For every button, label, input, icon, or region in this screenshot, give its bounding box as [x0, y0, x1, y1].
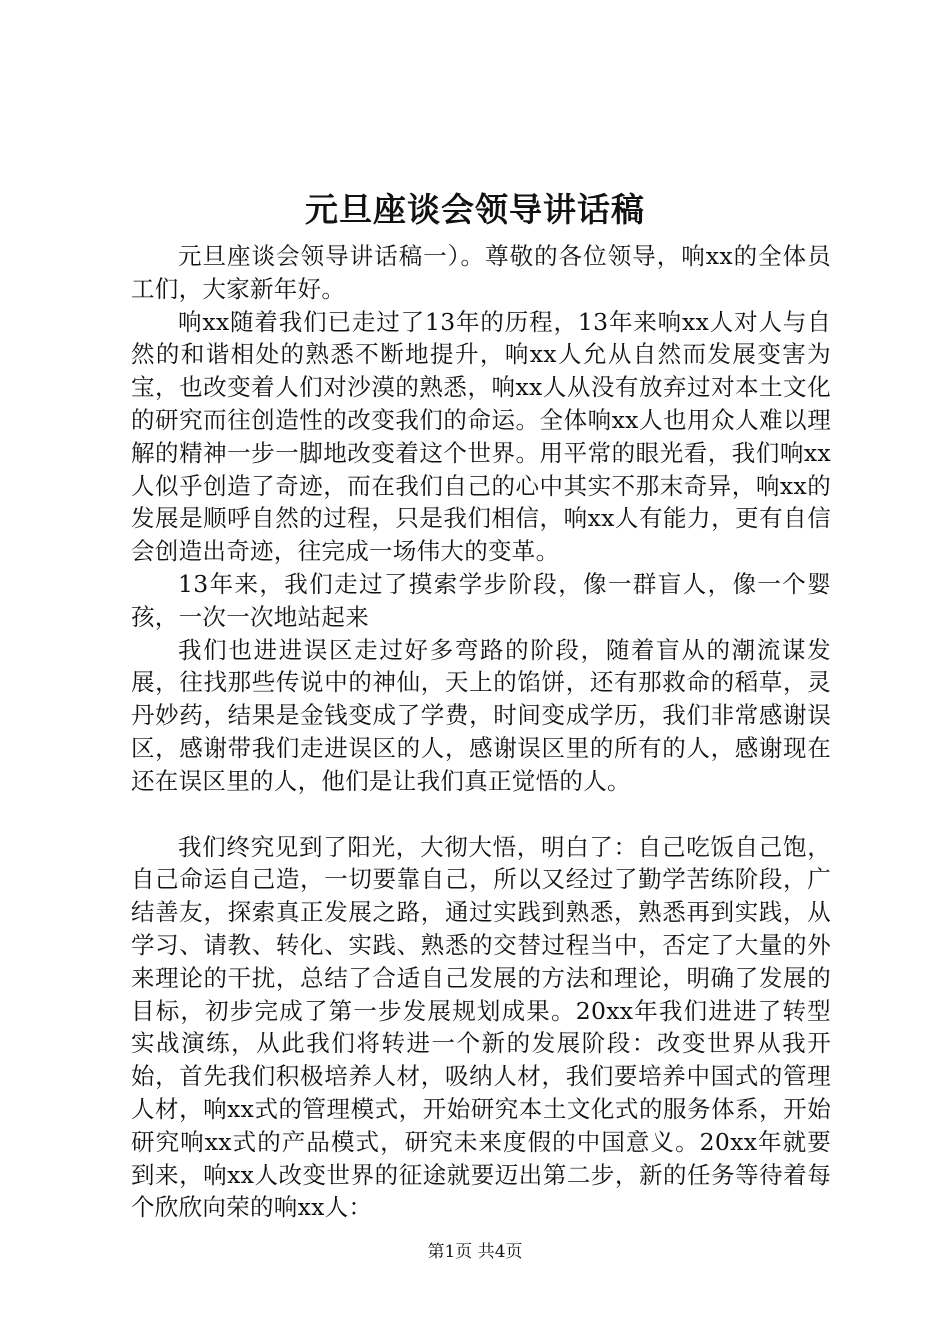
paragraph-history: 响xx随着我们已走过了13年的历程，13年来响xx人对人与自然的和谐相处的熟悉不断地提升，响xx人允从自然而发展变害为宝，也改变着人们对沙漠的熟悉，响xx人从没有放弃过对本土文化的研究而往创造性的改变我们的命运。全体响xx人也用众人难以理解的精神一步一脚地改变着这个世界。用平常的眼光看，我们响xx人似乎创造了奇迹，而在我们自己的心中其实不那末奇异，响xx的发展是顺呼自然的过程，只是我们相信，响xx人有能力，更有自信会创造出奇迹，往完成一场伟大的变革。 [131, 307, 831, 566]
paragraph-misconceptions: 我们也进进误区走过好多弯路的阶段，随着盲从的潮流谋发展，往找那些传说中的神仙，天上的馅饼，还有那救命的稻草，灵丹妙药，结果是金钱变成了学费，时间变成学历，我们非常感谢误区，感谢带我们走进误区的人，感谢误区里的所有的人，感谢现在还在误区里的人，他们是让我们真正觉悟的人。 [131, 635, 831, 795]
document-body [131, 240, 831, 1224]
page-footer: 第1页 共4页 [427, 1242, 523, 1262]
document-title: 元旦座谈会领导讲话稿 [305, 190, 645, 229]
paragraph-greeting: 元旦座谈会领导讲话稿一）。尊敬的各位领导，响xx的全体员工们，大家新年好。 [131, 242, 831, 303]
paragraph-enlightenment: 我们终究见到了阳光，大彻大悟，明白了：自己吃饭自己饱，自己命运自己造，一切要靠自己，所以又经过了勤学苦练阶段，广结善友，探索真正发展之路，通过实践到熟悉，熟悉再到实践，从学习、请教、转化、实践、熟悉的交替过程当中，否定了大量的外来理论的干扰，总结了合适自己发展的方法和理论，明确了发展的目标，初步完成了第一步发展规划成果。20xx年我们进进了转型实战演练，从此我们将转进一个新的发展阶段：改变世界从我开始，首先我们积极培养人材，吸纳人材，我们要培养中国式的管理人材，响xx式的管理模式，开始研究本土文化式的服务体系，开始研究响xx式的产品模式，研究未来度假的中国意义。20xx年就要到来，响xx人改变世界的征途就要迈出第二步，新的任务等待着每个欣欣向荣的响xx人： [131, 832, 831, 1222]
paragraph-exploration: 13年来，我们走过了摸索学步阶段，像一群盲人，像一个婴孩，一次一次地站起来 [131, 569, 831, 631]
